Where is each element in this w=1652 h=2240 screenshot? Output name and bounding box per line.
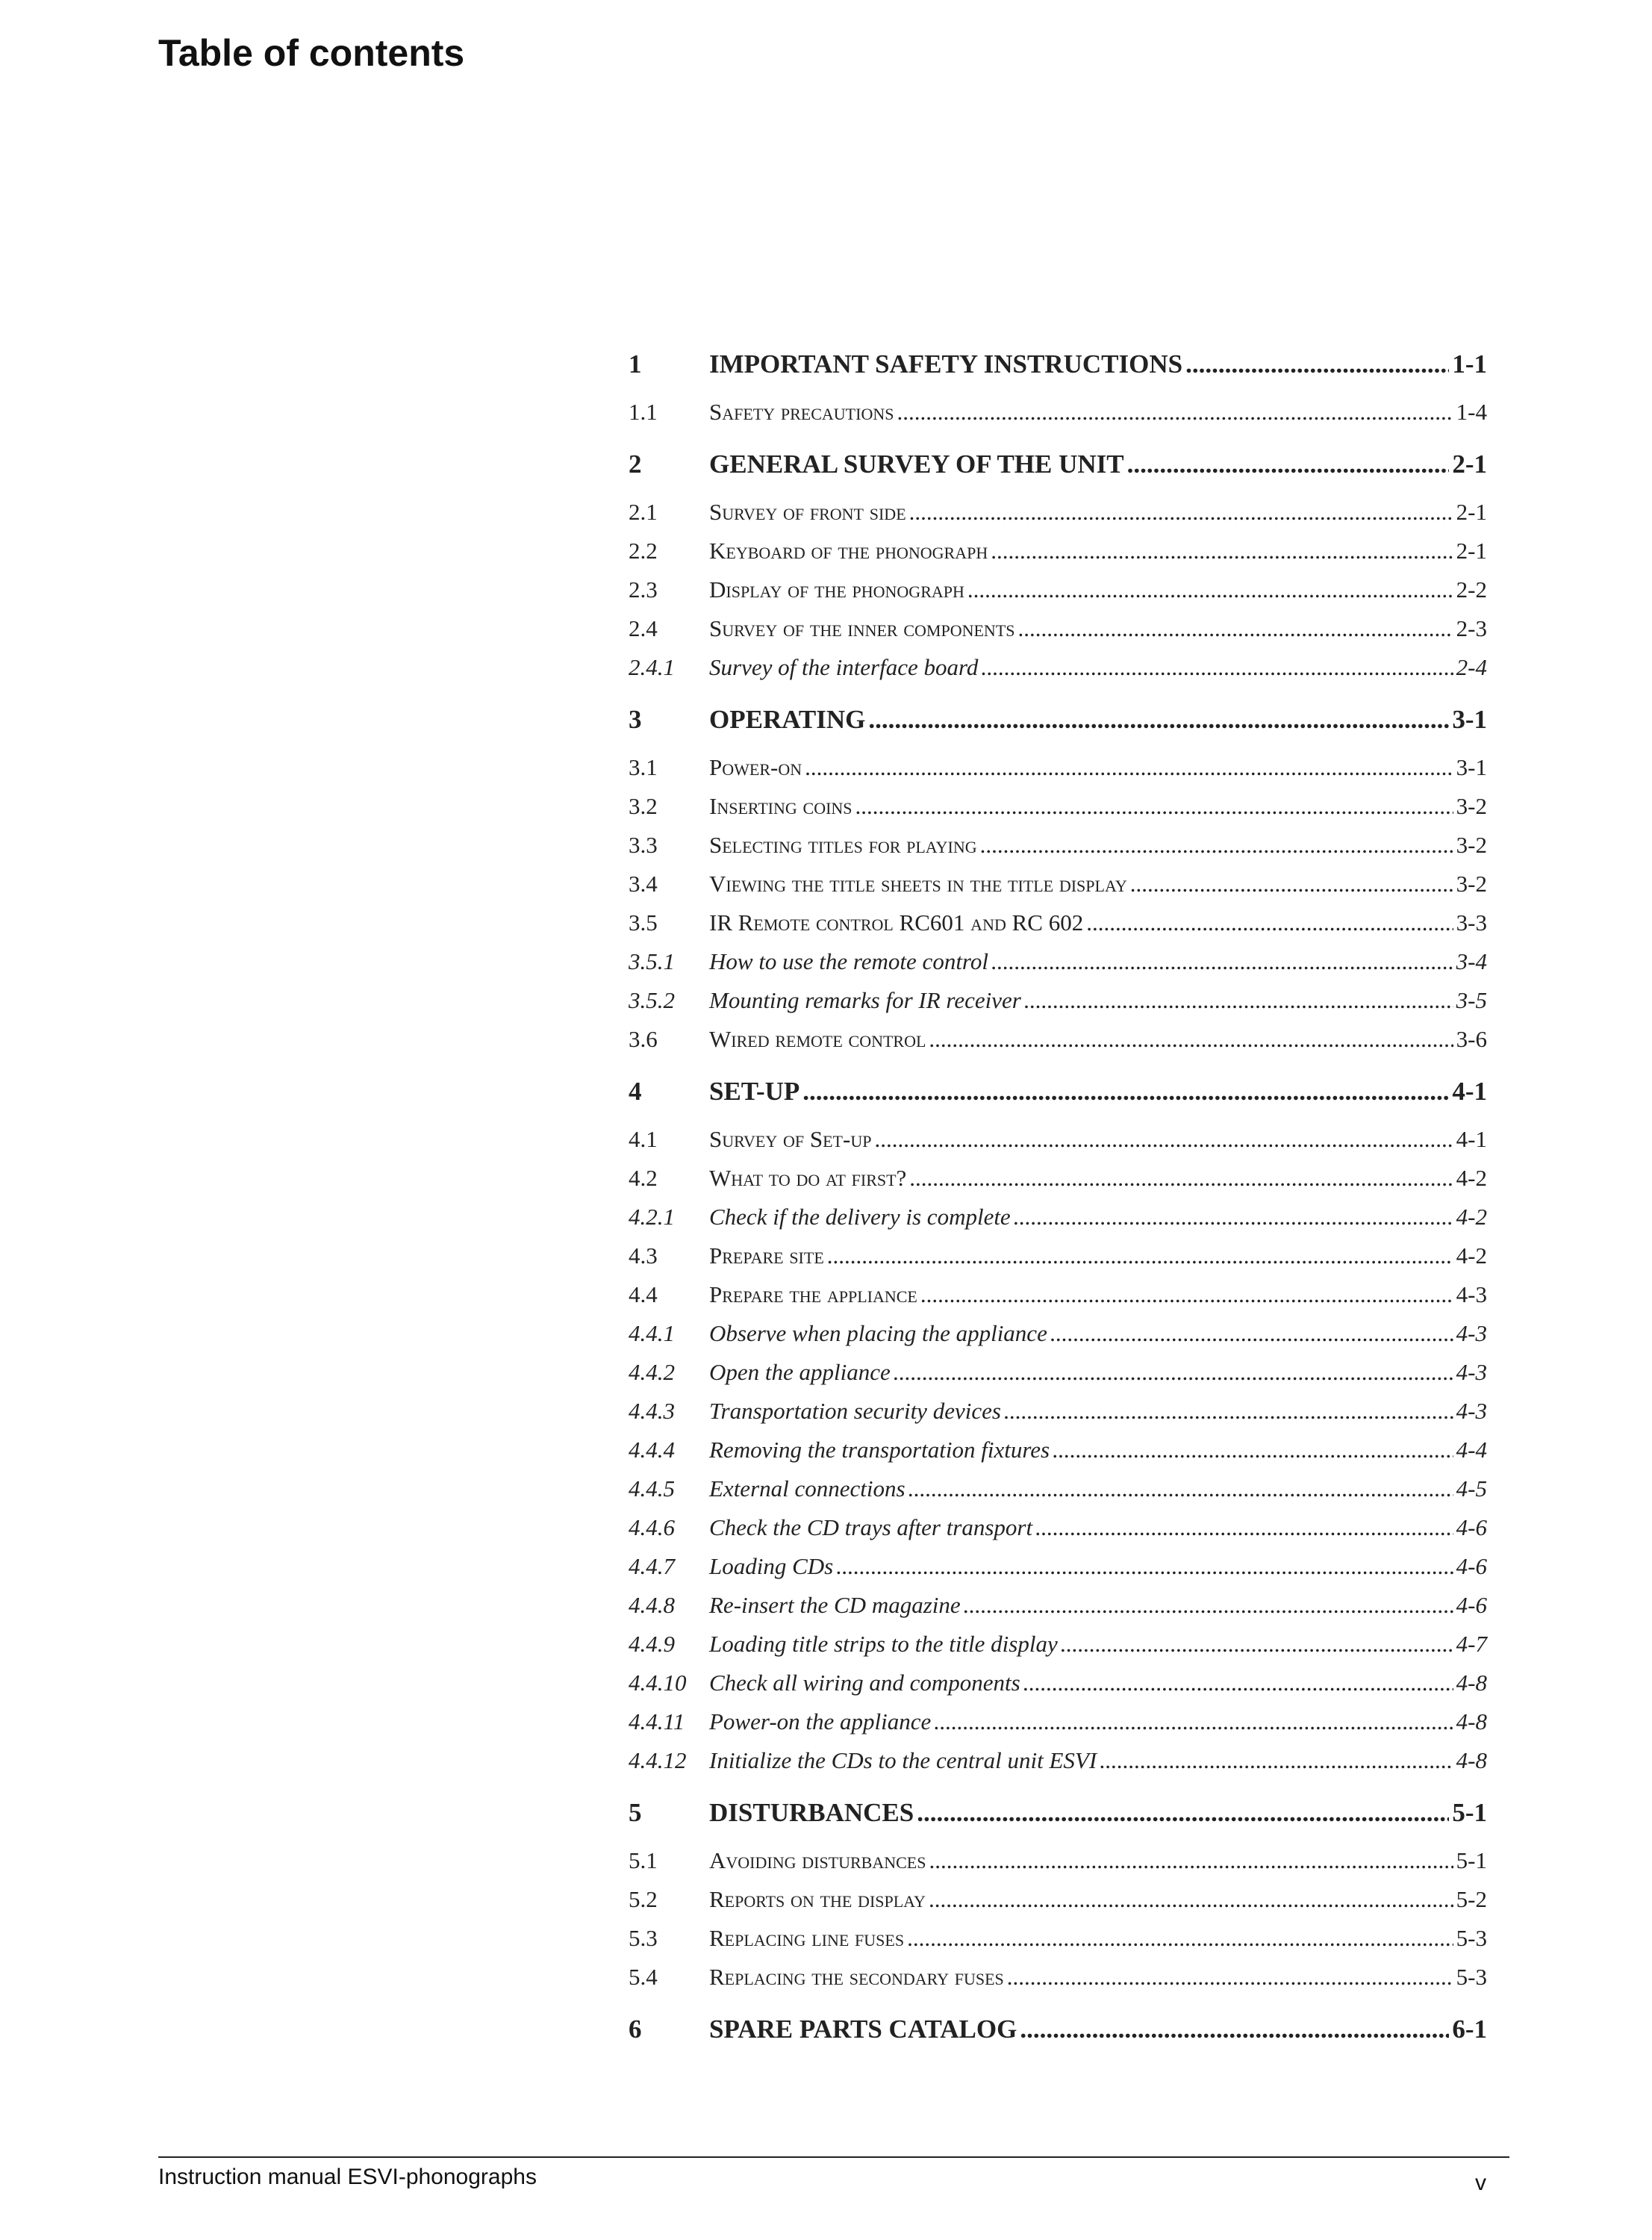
toc-entry-number: 4.4.8 (629, 1592, 675, 1618)
toc-entry-page: 3-2 (1456, 793, 1487, 819)
toc-dot-leader (908, 1469, 1453, 1508)
toc-entry-page: 5-1 (1456, 1847, 1487, 1873)
toc-entry-number: 1 (629, 349, 642, 379)
toc-entry-page: 4-6 (1456, 1553, 1487, 1579)
toc-dot-leader (929, 1880, 1453, 1919)
toc-dot-leader (1100, 1741, 1453, 1780)
toc-entry-title: Keyboard of the phonograph (709, 538, 988, 564)
toc-entry-title: Open the appliance (709, 1359, 891, 1385)
toc-entry-number: 5.2 (629, 1886, 658, 1912)
toc-entry-title: OPERATING (709, 705, 866, 734)
toc-entry-page: 4-7 (1456, 1631, 1487, 1657)
toc-entry-page: 1-4 (1456, 399, 1487, 425)
toc-entry-page: 4-2 (1456, 1165, 1487, 1191)
toc-dot-leader (874, 1120, 1453, 1159)
toc-dot-leader (1061, 1625, 1453, 1664)
toc-entry-number: 4.4.10 (629, 1670, 687, 1696)
toc-entry-title: Check the CD trays after transport (709, 1514, 1033, 1540)
toc-entry[interactable] (629, 1547, 1487, 1586)
toc-entry-title: What to do at first? (709, 1165, 907, 1191)
toc-entry-title: How to use the remote control (709, 948, 988, 974)
toc-entry[interactable] (629, 826, 1487, 865)
table-of-contents (629, 345, 1487, 2058)
toc-entry-number: 5.1 (629, 1847, 658, 1873)
toc-entry[interactable] (629, 445, 1487, 484)
toc-entry-title: Avoiding disturbances (709, 1847, 926, 1873)
toc-entry-number: 4.4.6 (629, 1514, 675, 1540)
toc-dot-leader (991, 942, 1453, 981)
toc-entry-number: 4.4.3 (629, 1398, 675, 1424)
toc-entry-number: 4.4.12 (629, 1747, 687, 1773)
toc-entry-title: GENERAL SURVEY OF THE UNIT (709, 449, 1124, 479)
toc-entry[interactable] (629, 903, 1487, 942)
toc-entry-number: 4.3 (629, 1242, 658, 1269)
toc-entry[interactable] (629, 532, 1487, 570)
footer-page-number: v (1475, 2171, 1486, 2195)
toc-entry-title: Removing the transportation fixtures (709, 1437, 1050, 1463)
toc-entry[interactable] (629, 393, 1487, 432)
toc-dot-leader (1018, 609, 1453, 648)
toc-entry-title: Check all wiring and components (709, 1670, 1020, 1696)
toc-entry-page: 2-3 (1456, 615, 1487, 641)
toc-dot-leader (1050, 1314, 1453, 1353)
toc-entry-page: 4-3 (1456, 1398, 1487, 1424)
toc-dot-leader (1185, 345, 1449, 384)
toc-dot-leader (1024, 981, 1453, 1020)
toc-entry-number: 2.3 (629, 576, 658, 603)
toc-entry-page: 4-3 (1456, 1359, 1487, 1385)
toc-entry[interactable] (629, 1072, 1487, 1111)
toc-entry-title: Loading title strips to the title display (709, 1631, 1058, 1657)
toc-entry[interactable] (629, 2010, 1487, 2049)
toc-dot-leader (917, 1793, 1449, 1832)
toc-dot-leader (1007, 1958, 1453, 1997)
toc-entry-page: 5-3 (1456, 1964, 1487, 1990)
toc-entry[interactable] (629, 1793, 1487, 1832)
toc-entry-number: 6 (629, 2015, 642, 2044)
toc-entry-title: Prepare site (709, 1242, 824, 1269)
toc-entry-page: 6-1 (1452, 2015, 1487, 2044)
toc-entry[interactable] (629, 1314, 1487, 1353)
toc-entry-title: Observe when placing the appliance (709, 1320, 1047, 1346)
toc-entry-number: 1.1 (629, 399, 658, 425)
toc-dot-leader (964, 1586, 1453, 1625)
toc-entry[interactable] (629, 1236, 1487, 1275)
toc-dot-leader (909, 493, 1453, 532)
toc-dot-leader (929, 1020, 1453, 1059)
toc-entry-page: 4-8 (1456, 1670, 1487, 1696)
toc-entry-number: 4.2 (629, 1165, 658, 1191)
toc-entry-number: 2.1 (629, 499, 658, 525)
toc-entry[interactable] (629, 493, 1487, 532)
toc-entry-title: Inserting coins (709, 793, 853, 819)
toc-entry[interactable] (629, 1625, 1487, 1664)
toc-entry[interactable] (629, 1841, 1487, 1880)
toc-entry[interactable] (629, 1586, 1487, 1625)
toc-dot-leader (1004, 1392, 1453, 1431)
toc-entry[interactable] (629, 1020, 1487, 1059)
toc-entry-page: 4-1 (1452, 1077, 1487, 1106)
toc-entry-title: Replacing line fuses (709, 1925, 905, 1951)
toc-entry-number: 3.4 (629, 871, 658, 897)
toc-dot-leader (805, 748, 1453, 787)
toc-dot-leader (897, 393, 1453, 432)
toc-dot-leader (920, 1275, 1453, 1314)
toc-dot-leader (868, 700, 1449, 739)
toc-entry-title: Survey of Set-up (709, 1126, 872, 1152)
toc-entry-page: 3-3 (1456, 909, 1487, 936)
toc-dot-leader (909, 1159, 1453, 1198)
toc-entry-title: SPARE PARTS CATALOG (709, 2015, 1017, 2044)
toc-entry-title: Survey of front side (709, 499, 906, 525)
toc-entry-number: 3.5.1 (629, 948, 675, 974)
toc-entry-number: 3.2 (629, 793, 658, 819)
toc-entry[interactable] (629, 865, 1487, 903)
toc-dot-leader (967, 570, 1453, 609)
toc-entry-page: 2-1 (1456, 499, 1487, 525)
toc-entry[interactable] (629, 1469, 1487, 1508)
toc-entry[interactable] (629, 1392, 1487, 1431)
toc-entry-number: 4.4.2 (629, 1359, 675, 1385)
toc-entry-page: 5-3 (1456, 1925, 1487, 1951)
toc-entry-title: External connections (709, 1475, 906, 1502)
toc-entry-page: 2-2 (1456, 576, 1487, 603)
footer-document-title: Instruction manual ESVI-phonographs (158, 2165, 537, 2189)
toc-entry-number: 3.1 (629, 754, 658, 780)
toc-entry-title: Wired remote control (709, 1026, 926, 1052)
toc-entry-page: 4-3 (1456, 1320, 1487, 1346)
toc-dot-leader (980, 826, 1453, 865)
toc-entry[interactable] (629, 1702, 1487, 1741)
toc-entry-title: Reports on the display (709, 1886, 926, 1912)
toc-entry-number: 3.3 (629, 832, 658, 858)
toc-entry[interactable] (629, 1958, 1487, 1997)
toc-entry[interactable] (629, 748, 1487, 787)
toc-entry[interactable] (629, 1159, 1487, 1198)
toc-entry-title: IR Remote control RC601 and RC 602 (709, 909, 1084, 936)
toc-entry[interactable] (629, 981, 1487, 1020)
toc-entry-number: 4 (629, 1077, 642, 1106)
toc-dot-leader (981, 648, 1453, 687)
toc-entry-title: Display of the phonograph (709, 576, 964, 603)
toc-entry-title: Safety precautions (709, 399, 894, 425)
toc-dot-leader (991, 532, 1453, 570)
toc-entry-page: 3-5 (1456, 987, 1487, 1013)
toc-entry-page: 4-2 (1456, 1242, 1487, 1269)
toc-entry[interactable] (629, 1120, 1487, 1159)
toc-entry[interactable] (629, 648, 1487, 687)
toc-entry-number: 4.4.4 (629, 1437, 675, 1463)
toc-entry-number: 5.3 (629, 1925, 658, 1951)
toc-entry-page: 3-1 (1452, 705, 1487, 734)
toc-entry-title: Mounting remarks for IR receiver (709, 987, 1021, 1013)
toc-entry-page: 5-2 (1456, 1886, 1487, 1912)
toc-entry-page: 4-3 (1456, 1281, 1487, 1307)
toc-entry-number: 3 (629, 705, 642, 734)
toc-entry[interactable] (629, 1431, 1487, 1469)
toc-entry-page: 3-2 (1456, 871, 1487, 897)
toc-entry-title: Replacing the secondary fuses (709, 1964, 1004, 1990)
toc-entry-page: 4-4 (1456, 1437, 1487, 1463)
toc-entry-number: 4.4.5 (629, 1475, 675, 1502)
toc-entry-number: 4.4.9 (629, 1631, 675, 1657)
toc-dot-leader (1053, 1431, 1453, 1469)
toc-entry-number: 4.1 (629, 1126, 658, 1152)
toc-entry[interactable] (629, 1198, 1487, 1236)
footer-divider (158, 2156, 1509, 2158)
toc-entry[interactable] (629, 1275, 1487, 1314)
toc-entry[interactable] (629, 1919, 1487, 1958)
toc-entry[interactable] (629, 345, 1487, 384)
toc-entry-title: DISTURBANCES (709, 1798, 914, 1827)
toc-entry-page: 3-2 (1456, 832, 1487, 858)
toc-entry-number: 2.4 (629, 615, 658, 641)
toc-entry-page: 4-5 (1456, 1475, 1487, 1502)
toc-entry-title: Power-on the appliance (709, 1708, 932, 1735)
toc-dot-leader (1130, 865, 1453, 903)
toc-dot-leader (1020, 2010, 1449, 2049)
toc-entry-title: Prepare the appliance (709, 1281, 917, 1307)
toc-entry-number: 3.6 (629, 1026, 658, 1052)
toc-entry-number: 2 (629, 449, 642, 479)
toc-entry-page: 2-4 (1456, 654, 1487, 680)
toc-entry-title: Viewing the title sheets in the title display (709, 871, 1127, 897)
toc-entry-title: SET-UP (709, 1077, 800, 1106)
toc-entry-page: 4-6 (1456, 1514, 1487, 1540)
toc-entry-title: Survey of the interface board (709, 654, 979, 680)
toc-entry-title: Re-insert the CD magazine (709, 1592, 961, 1618)
toc-entry-number: 4.4 (629, 1281, 658, 1307)
toc-entry[interactable] (629, 1664, 1487, 1702)
toc-dot-leader (1086, 903, 1453, 942)
toc-entry-title: IMPORTANT SAFETY INSTRUCTIONS (709, 349, 1183, 379)
toc-dot-leader (907, 1919, 1453, 1958)
toc-dot-leader (1023, 1664, 1453, 1702)
toc-entry-number: 5.4 (629, 1964, 658, 1990)
toc-entry[interactable] (629, 609, 1487, 648)
toc-entry-number: 4.4.11 (629, 1708, 685, 1735)
toc-dot-leader (827, 1236, 1453, 1275)
toc-entry-title: Power-on (709, 754, 802, 780)
toc-entry-page: 5-1 (1452, 1798, 1487, 1827)
toc-dot-leader (1035, 1508, 1453, 1547)
toc-entry-number: 3.5 (629, 909, 658, 936)
toc-dot-leader (934, 1702, 1453, 1741)
toc-entry[interactable] (629, 1508, 1487, 1547)
toc-entry[interactable] (629, 787, 1487, 826)
toc-dot-leader (836, 1547, 1453, 1586)
toc-entry-page: 3-1 (1456, 754, 1487, 780)
page-title: Table of contents (158, 32, 465, 74)
toc-entry-number: 4.4.7 (629, 1553, 675, 1579)
toc-entry-page: 4-2 (1456, 1204, 1487, 1230)
toc-entry-number: 3.5.2 (629, 987, 675, 1013)
toc-entry-title: Loading CDs (709, 1553, 834, 1579)
toc-entry-page: 3-6 (1456, 1026, 1487, 1052)
toc-entry-title: Initialize the CDs to the central unit ESVI (709, 1747, 1097, 1773)
toc-entry-page: 4-8 (1456, 1708, 1487, 1735)
toc-entry[interactable] (629, 1880, 1487, 1919)
toc-entry-title: Transportation security devices (709, 1398, 1001, 1424)
toc-entry-page: 4-6 (1456, 1592, 1487, 1618)
toc-entry-number: 4.4.1 (629, 1320, 675, 1346)
toc-entry[interactable] (629, 570, 1487, 609)
toc-entry-page: 2-1 (1456, 538, 1487, 564)
toc-dot-leader (1127, 445, 1450, 484)
toc-entry-page: 1-1 (1452, 349, 1487, 379)
toc-entry[interactable] (629, 700, 1487, 739)
toc-dot-leader (894, 1353, 1453, 1392)
toc-entry-number: 2.2 (629, 538, 658, 564)
toc-entry-number: 2.4.1 (629, 654, 675, 680)
toc-entry-page: 2-1 (1452, 449, 1487, 479)
toc-dot-leader (1014, 1198, 1453, 1236)
toc-entry-number: 4.2.1 (629, 1204, 675, 1230)
toc-entry-title: Check if the delivery is complete (709, 1204, 1011, 1230)
toc-entry[interactable] (629, 942, 1487, 981)
toc-entry[interactable] (629, 1353, 1487, 1392)
toc-entry-title: Selecting titles for playing (709, 832, 977, 858)
toc-entry-page: 3-4 (1456, 948, 1487, 974)
toc-dot-leader (929, 1841, 1453, 1880)
toc-entry[interactable] (629, 1741, 1487, 1780)
toc-entry-page: 4-1 (1456, 1126, 1487, 1152)
toc-entry-number: 5 (629, 1798, 642, 1827)
toc-entry-title: Survey of the inner components (709, 615, 1015, 641)
toc-dot-leader (802, 1072, 1449, 1111)
toc-dot-leader (855, 787, 1453, 826)
toc-entry-page: 4-8 (1456, 1747, 1487, 1773)
